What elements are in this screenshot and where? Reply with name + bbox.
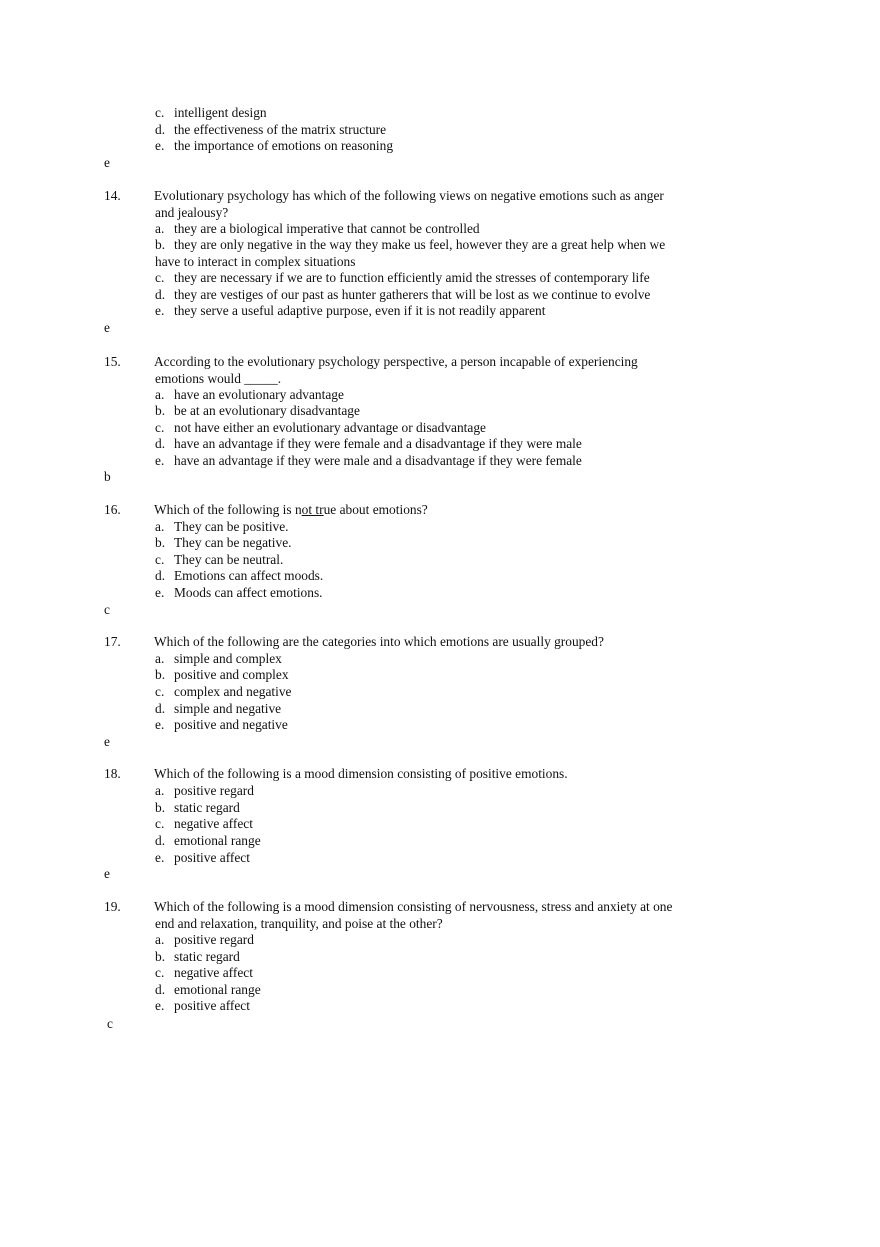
option-17-e [155, 717, 288, 734]
option-text: intelligent design [174, 105, 267, 120]
option-text: static regard [174, 949, 240, 964]
option-letter: b. [155, 403, 166, 418]
option-letter: d. [155, 122, 166, 137]
option-text-continued: have to interact in complex situations [155, 253, 356, 269]
option-18-b [155, 800, 240, 817]
option-text: negative affect [174, 965, 253, 980]
option-15-e [155, 453, 582, 470]
option-letter: c. [155, 816, 165, 831]
option-text: positive affect [174, 850, 250, 865]
option-text: They can be negative. [174, 535, 292, 550]
option-text: have an advantage if they were male and a disadvantage if they were female [174, 453, 582, 468]
answer-key-17: e [104, 734, 110, 749]
question-number-18: 18. [104, 766, 121, 781]
option-14-e [155, 303, 545, 320]
option-16-b [155, 535, 291, 552]
option-text: simple and negative [174, 701, 282, 716]
option-letter: d. [155, 568, 166, 583]
option-16-a [155, 519, 289, 536]
option-text: complex and negative [174, 684, 292, 699]
option-19-c [155, 965, 253, 982]
question-stem-18: Which of the following is a mood dimension consisting of positive emotions. [154, 766, 568, 781]
question-number-19: 19. [104, 899, 121, 914]
option-text: Moods can affect emotions. [174, 585, 323, 600]
option-15-a [155, 387, 344, 404]
question-stem-19-continued: end and relaxation, tranquility, and poise at the other? [155, 916, 443, 931]
option-text: positive regard [174, 783, 254, 798]
option-18-a [155, 783, 254, 800]
option-text: negative affect [174, 816, 253, 831]
option-text: simple and complex [174, 651, 282, 666]
option-d-continued [155, 122, 386, 139]
stem-line: Which of the following is a mood dimension consisting of nervousness, stress and anxiety at one [154, 899, 673, 914]
option-text: positive regard [174, 932, 254, 947]
option-letter: d. [155, 701, 166, 716]
option-text: have an advantage if they were female and a disadvantage if they were male [174, 436, 582, 451]
answer-key-16: c [104, 602, 110, 617]
stem-line: and jealousy? [155, 204, 229, 220]
option-text: static regard [174, 800, 240, 815]
option-19-a [155, 932, 254, 949]
option-letter: d. [155, 287, 166, 302]
stem-line: According to the evolutionary psychology perspective, a person incapable of experiencing [154, 354, 638, 369]
question-number-17: 17. [104, 634, 121, 649]
option-text: positive and complex [174, 667, 289, 682]
option-letter: d. [155, 436, 166, 451]
stem-line: Evolutionary psychology has which of the following views on negative emotions such as anger [154, 188, 664, 203]
option-text: the importance of emotions on reasoning [174, 138, 394, 153]
option-text: they are vestiges of our past as hunter gatherers that will be lost as we continue to evolve [174, 287, 651, 302]
stem-fragment: ue about emotions? [323, 502, 428, 517]
option-letter: b. [155, 237, 166, 252]
option-text: they are necessary if we are to function efficiently amid the stresses of contemporary life [174, 270, 650, 285]
option-letter: b. [155, 949, 166, 964]
stem-underlined-fragment: ot tr [301, 502, 324, 517]
answer-key-18: e [104, 866, 110, 881]
option-17-a [155, 651, 282, 668]
option-14-d [155, 287, 650, 304]
option-letter: a. [155, 519, 165, 534]
question-number-16: 16. [104, 502, 121, 517]
option-text: they serve a useful adaptive purpose, even if it is not readily apparent [174, 303, 546, 318]
question-number-14: 14. [104, 188, 121, 203]
option-text: they are only negative in the way they make us feel, however they are a great help when we [174, 237, 666, 252]
option-16-c [155, 552, 283, 569]
option-e-continued [155, 138, 393, 155]
option-letter: a. [155, 221, 165, 236]
option-19-b [155, 949, 240, 966]
option-18-d [155, 833, 261, 850]
answer-key-continued: e [104, 155, 110, 170]
option-letter: e. [155, 717, 165, 732]
stem-fragment: Which of the following is n [154, 502, 302, 517]
option-18-e [155, 850, 250, 867]
answer-key-15: b [104, 469, 111, 484]
option-letter: c. [155, 420, 165, 435]
option-letter: b. [155, 800, 166, 815]
option-letter: c. [155, 965, 165, 980]
option-letter: d. [155, 833, 166, 848]
option-text: have an evolutionary advantage [174, 387, 344, 402]
option-17-c [155, 684, 292, 701]
option-letter: e. [155, 998, 165, 1013]
question-stem-19 [154, 899, 672, 916]
question-stem-16 [154, 502, 428, 519]
option-letter: c. [155, 105, 165, 120]
option-17-b [155, 667, 289, 684]
option-18-c [155, 816, 253, 833]
option-letter: a. [155, 387, 165, 402]
option-letter: e. [155, 303, 165, 318]
option-14-a [155, 221, 480, 238]
option-19-e [155, 998, 250, 1015]
option-text: positive and negative [174, 717, 288, 732]
option-letter: b. [155, 535, 166, 550]
answer-key-19: c [107, 1016, 113, 1031]
option-text: they are a biological imperative that cannot be controlled [174, 221, 480, 236]
option-text: be at an evolutionary disadvantage [174, 403, 360, 418]
option-text: They can be positive. [174, 519, 289, 534]
option-letter: e. [155, 138, 165, 153]
option-17-d [155, 701, 281, 718]
stem-line: emotions would _____. [155, 370, 282, 386]
option-16-d [155, 568, 323, 585]
option-16-e [155, 585, 323, 602]
option-c-continued [155, 105, 267, 122]
option-14-b [155, 237, 724, 270]
option-letter: c. [155, 684, 165, 699]
option-text: Emotions can affect moods. [174, 568, 324, 583]
option-19-d [155, 982, 261, 999]
option-text: emotional range [174, 982, 261, 997]
option-letter: d. [155, 982, 166, 997]
option-15-d [155, 436, 582, 453]
option-letter: c. [155, 552, 165, 567]
question-stem-14 [154, 188, 724, 221]
question-stem-17: Which of the following are the categories into which emotions are usually grouped? [154, 634, 604, 649]
answer-key-14: e [104, 320, 110, 335]
option-text: emotional range [174, 833, 261, 848]
question-number-15: 15. [104, 354, 121, 369]
option-text: They can be neutral. [174, 552, 284, 567]
option-text: not have either an evolutionary advantage or disadvantage [174, 420, 486, 435]
option-letter: b. [155, 667, 166, 682]
option-letter: e. [155, 585, 165, 600]
option-letter: a. [155, 932, 165, 947]
option-letter: a. [155, 651, 165, 666]
question-stem-15 [154, 354, 724, 387]
option-letter: a. [155, 783, 165, 798]
option-text: the effectiveness of the matrix structure [174, 122, 387, 137]
option-text: positive affect [174, 998, 250, 1013]
option-15-c [155, 420, 486, 437]
option-letter: c. [155, 270, 165, 285]
option-letter: e. [155, 453, 165, 468]
option-15-b [155, 403, 360, 420]
option-letter: e. [155, 850, 165, 865]
option-14-c [155, 270, 650, 287]
